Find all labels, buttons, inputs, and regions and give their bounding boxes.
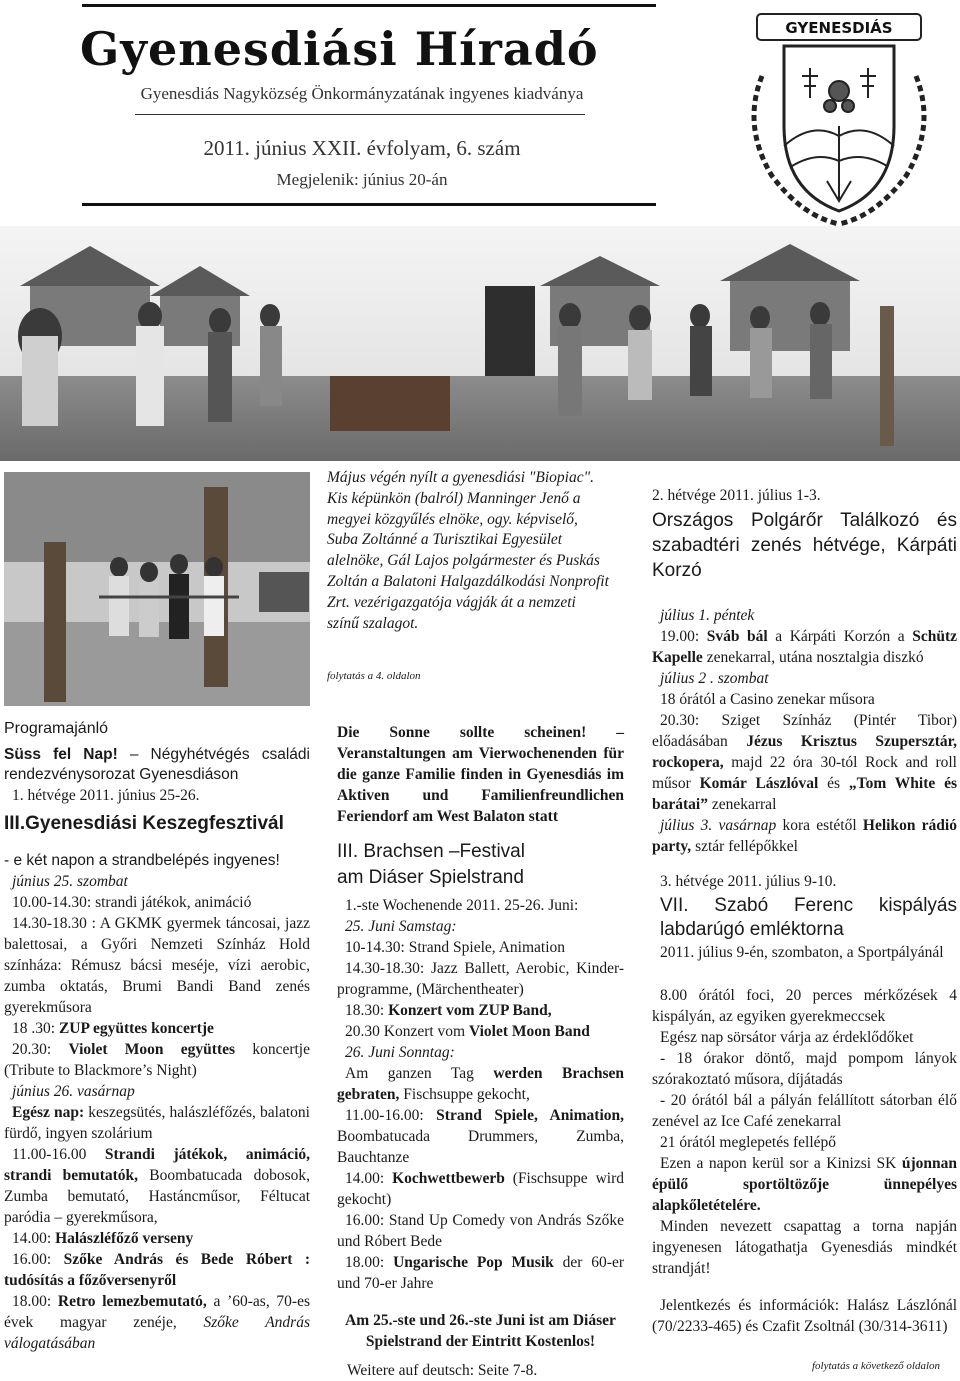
appearance-date: Megjelenik: június 20-án — [276, 170, 448, 189]
german-sun-5-desc: der 60-er und 70-er Jahre — [337, 1254, 624, 1292]
sun-item-4-time: 16.00: — [12, 1251, 64, 1268]
sun-item-2-title: Strandi játékok, animáció, strandi bemutatók, — [4, 1146, 310, 1184]
sat-item-1: 10.00-14.30: strandi játékok, animáció — [12, 894, 252, 911]
german-sun-1-c: Fischsuppe gekocht, — [399, 1086, 530, 1103]
right-column — [652, 485, 957, 1337]
tournament-p1: 8.00 órától foci, 20 perces mérkőzések 4 kispályán, az egyiken gyerekmeccsek — [652, 987, 957, 1025]
sunday-heading: június 26. vasárnap — [12, 1083, 135, 1100]
festival-title: III.Gyenesdiási Keszegfesztivál — [4, 813, 284, 834]
german-sun-2-desc: Boombatucada Drummers, Zumba, Bauchtanze — [337, 1128, 624, 1166]
german-sat-1: 10-14.30: Strand Spiele, Animation — [345, 939, 565, 956]
sat-2-item-2-a: 20.30: Sziget Színház (Pintér Tibor) előadásában — [652, 712, 957, 750]
fri-item-b: zenekarral, utána nosztalgia diszkó — [702, 649, 924, 666]
ribbon-cutting-photo — [4, 472, 310, 706]
free-entry-note: - e két napon a strandbelépés ingyenes! — [4, 852, 280, 869]
issue-line: 2011. június XXII. évfolyam, 6. szám — [203, 136, 521, 160]
german-sun-5-title: Ungarische Pop Musik — [393, 1254, 554, 1271]
sat-2-item-2-c: zenekarral — [707, 796, 777, 813]
sun-item-2-desc: Boombatucada dobosok, Zumba bemutató, Hastáncműsor, Féltucat paródia – gyerekműsora, — [4, 1167, 310, 1226]
german-sun-3-title: Kochwettbewerb — [392, 1170, 505, 1187]
saturday-2-heading: július 2 . szombat — [660, 670, 769, 687]
german-sat-4-time: 20.30 Konzert vom — [345, 1023, 469, 1040]
masthead-divider — [135, 114, 585, 115]
sun-item-1: keszegsütés, halászléfőzés, balatoni fürdő, ingyen szolárium — [4, 1104, 310, 1142]
german-sun-2-title: Strand Spiele, Animation, — [436, 1107, 624, 1124]
crest-label: GYENESDIÁS — [785, 19, 893, 37]
german-sat-3: Konzert vom ZUP Band, — [388, 1002, 552, 1019]
event-series-title: Süss fel Nap! — [4, 746, 118, 763]
german-sun-2-time: 11.00-16.00: — [345, 1107, 437, 1124]
market-opening-photo — [0, 226, 960, 461]
fri-item-time: 19.00: — [660, 628, 707, 645]
masthead-subtitle: Gyenesdiás Nagyközség Önkormányzatának ingyenes kiadványa — [140, 84, 584, 103]
german-fest-title-2: am Diáser Spielstrand — [337, 867, 524, 888]
sat-2-item-2-performer: Komár Lászlóval — [699, 775, 819, 792]
photo-caption: Május végén nyílt a gyenesdiási "Biopiac". Kis képünkön (balról) Manninger Jenő a megyei közgyűlés elnöke, ogy. képviselő, Suba Zoltánné a Turisztikai Egyesület alelnöke, Gál Lajos polgármester és Puskás Zoltán a Balatoni Halgazdálkodási Nonprofit Zrt. vezérigazgatója vágják át a nemzeti színű szalagot. — [327, 469, 609, 632]
sunday-2-heading: július 3. vasárnap — [660, 817, 777, 834]
fri-item-a: a Kárpáti Korzón a — [767, 628, 913, 645]
sun-item-3: Halászléfőző verseny — [55, 1230, 194, 1247]
tournament-p4: - 20 órától bál a pályán felállított sátorban élő zenével az Ice Café zenekarral — [652, 1092, 957, 1130]
right-continued: folytatás a következő oldalon — [812, 1360, 940, 1372]
middle-column — [337, 722, 624, 1381]
tournament-p6-a: Ezen a napon kerül sor a Kinizsi SK — [660, 1155, 902, 1172]
sun-item-3-time: 14.00: — [12, 1230, 56, 1247]
sat-item-4-band: Violet Moon együttes — [68, 1041, 236, 1058]
tournament-p5: 21 órától meglepetés fellépő — [660, 1134, 837, 1151]
tournament-p2: Egész nap sörsátor várja az érdeklődőket — [660, 1029, 914, 1046]
weekend-3-title: VII. Szabó Ferenc kispályás labdarúgó emléktorna — [660, 895, 957, 940]
sat-item-4-desc: koncertje (Tribute to Blackmore’s Night) — [4, 1041, 310, 1079]
german-sun-1-b: werden Brachsen gebraten, — [337, 1065, 625, 1103]
caption-continued: folytatás a 4. oldalon — [327, 670, 421, 682]
german-free-entry: Am 25.-ste und 26.-ste Juni ist am Diáser Spielstrand der Eintritt Kostenlos! — [345, 1312, 616, 1350]
program-heading: Programajánló — [4, 720, 109, 737]
german-sat-4: Violet Moon Band — [468, 1023, 590, 1040]
sun-item-4: Szőke András és Bede Róbert : tudósítás a főzőversenyről — [4, 1251, 310, 1289]
weekend-2-title: Országos Polgárőr Találkozó és szabadtéri zenés hétvége, Kárpáti Korzó — [652, 510, 957, 581]
german-fest-title-1: III. Brachsen –Festival — [337, 841, 525, 862]
masthead-title: Gyenesdiási Híradó — [80, 22, 599, 76]
sat-item-2: 14.30-18.30 : A GKMK gyermek táncosai, jazz balettosai, a Győri Nemzeti Színház Hold színháza: Rémusz bácsi meséje, vízi aerobic, zumba oktatás, Brumi Bandi Band zenés gyerekműsora — [4, 915, 310, 1016]
german-sat-3-time: 18.30: — [345, 1002, 389, 1019]
coat-of-arms — [722, 6, 956, 234]
sun-item-5-title: Retro lemezbemutató, — [57, 1293, 207, 1310]
sat-2-item-1: 18 órától a Casino zenekar műsora — [660, 691, 875, 708]
fri-item-title: Sváb bál — [706, 628, 768, 645]
tournament-p7: Minden nevezett csapattag a torna napján ingyenesen látogathatja Gyenesdiás mindkét strandját! — [652, 1218, 957, 1277]
event-series-desc: – Négyhétvégés családi rendezvénysorozat Gyenesdiáson — [4, 746, 310, 783]
sat-item-3: ZUP együttes koncertje — [58, 1020, 214, 1037]
german-more-link: Weitere auf deutsch: Seite 7-8. — [347, 1362, 538, 1379]
german-sat-2: 14.30-18.30: Jazz Ballett, Aerobic, Kinder-programme, (Märchentheater) — [337, 960, 624, 998]
sat-2-item-2-b: majd 22 óra 30-tól Rock and roll műsor — [652, 754, 957, 792]
saturday-heading: június 25. szombat — [12, 873, 128, 890]
sun-2-b: sztár fellépőkkel — [691, 838, 798, 855]
german-sunday: 26. Juni Sonntag: — [345, 1044, 455, 1061]
german-sun-1-a: Am ganzen Tag — [345, 1065, 494, 1082]
german-sun-3-desc: (Fischsuppe wird gekocht) — [337, 1170, 625, 1208]
sat-item-3-time: 18 .30: — [12, 1020, 59, 1037]
tournament-p3: - 18 órakor döntő, majd pompom lányok szórakoztató műsora, díjátadás — [652, 1050, 957, 1088]
left-column — [4, 718, 310, 1354]
sun-item-5-curator: Szőke András válogatásában — [4, 1314, 311, 1352]
german-weekend-1: 1.-ste Wochenende 2011. 25-26. Juni: — [345, 897, 579, 914]
weekend-3-intro: 2011. július 9-én, szombaton, a Sportpályánál — [660, 944, 944, 961]
german-saturday: 25. Juni Samstag: — [345, 918, 457, 935]
weekend-1: 1. hétvége 2011. június 25-26. — [12, 787, 200, 804]
weekend-3: 3. hétvége 2011. július 9-10. — [660, 873, 837, 890]
friday-heading: július 1. péntek — [660, 607, 755, 624]
sat-2-item-2-band: „Tom White és barátai” — [652, 775, 957, 813]
german-sun-3-time: 14.00: — [345, 1170, 393, 1187]
fri-item-band: Schütz Kapelle — [652, 628, 957, 666]
sun-item-2-time: 11.00-16.00 — [12, 1146, 105, 1163]
tournament-p6-b: újonnan épülő sportöltözője ünnepélyes alapkőletételére. — [652, 1155, 957, 1214]
sun-item-5-desc: a ’60-as, 70-es évek magyar zenéje, — [4, 1293, 310, 1331]
contact-info: Jelentkezés és információk: Halász Lászlónál (70/2233-465) és Czafit Zsoltnál (30/314-3611) — [652, 1297, 957, 1335]
german-intro: Die Sonne sollte scheinen! – Veranstaltungen am Vierwochenenden für die ganze Familie finden in Gyenesdiás im Aktiven und Familienfreundlichen Feriendorf am West Balaton statt — [337, 724, 624, 825]
sun-2-a: kora estétől — [776, 817, 863, 834]
sun-item-5-time: 18.00: — [12, 1293, 58, 1310]
sat-item-4-time: 20.30: — [12, 1041, 69, 1058]
sun-item-1-time: Egész nap: — [12, 1104, 85, 1121]
weekend-2: 2. hétvége 2011. július 1-3. — [652, 487, 821, 504]
sat-2-item-2-and: és — [818, 775, 849, 792]
german-sun-4: 16.00: Stand Up Comedy von András Szőke und Róbert Bede — [337, 1212, 624, 1250]
masthead-top-rule — [82, 4, 656, 7]
masthead-bottom-rule — [82, 203, 656, 206]
german-sun-5-time: 18.00: — [345, 1254, 394, 1271]
sat-2-item-2-show: Jézus Krisztus Szupersztár, rockopera, — [652, 733, 957, 771]
sun-2-party: Helikon rádió party, — [652, 817, 957, 855]
